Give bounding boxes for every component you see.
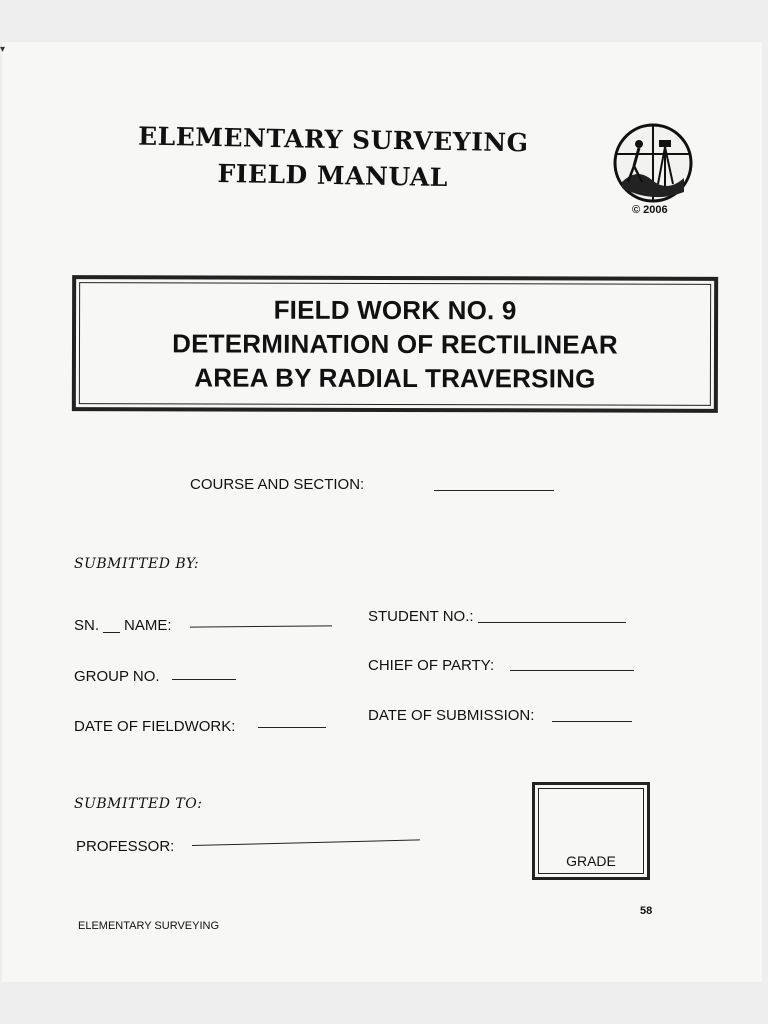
manual-title xyxy=(107,118,558,198)
sn-name-label: SN. __ NAME: xyxy=(74,617,172,634)
field-work-title-line-1: DETERMINATION OF RECTILINEAR xyxy=(172,328,618,360)
date-of-submission-field[interactable] xyxy=(552,721,632,722)
date-of-fieldwork-field[interactable] xyxy=(258,727,326,728)
page-number: 58 xyxy=(640,905,653,917)
submitted-to-heading: SUBMITTED TO: xyxy=(74,796,203,812)
chief-of-party-field[interactable] xyxy=(510,670,634,671)
grade-box[interactable] xyxy=(532,782,650,880)
student-no-field[interactable] xyxy=(478,622,626,623)
surveying-crosshair-logo-icon xyxy=(612,122,694,204)
edge-mark: ▾ xyxy=(0,44,6,55)
date-of-fieldwork-label: DATE OF FIELDWORK: xyxy=(74,718,236,735)
field-work-number: FIELD WORK NO. 9 xyxy=(273,294,517,326)
manual-title-line-2: FIELD MANUAL xyxy=(217,158,449,193)
professor-label: PROFESSOR: xyxy=(76,838,175,855)
group-no-field[interactable] xyxy=(172,679,236,680)
field-work-title-box xyxy=(72,275,718,413)
group-no-label: GROUP NO. xyxy=(74,668,160,685)
submitted-by-heading: SUBMITTED BY: xyxy=(74,556,200,572)
field-work-title-line-2: AREA BY RADIAL TRAVERSING xyxy=(194,362,596,394)
course-section-field[interactable] xyxy=(434,490,554,491)
course-section-label: COURSE AND SECTION: xyxy=(190,476,365,493)
chief-of-party-label: CHIEF OF PARTY: xyxy=(368,657,495,674)
copyright-notice: © 2006 xyxy=(632,204,668,216)
date-of-submission-label: DATE OF SUBMISSION: xyxy=(368,707,535,724)
grade-label: GRADE xyxy=(566,853,616,869)
footer-title: ELEMENTARY SURVEYING xyxy=(78,920,220,932)
student-no-label: STUDENT NO.: xyxy=(368,608,474,625)
manual-title-line-1: ELEMENTARY SURVEYING xyxy=(137,121,529,158)
